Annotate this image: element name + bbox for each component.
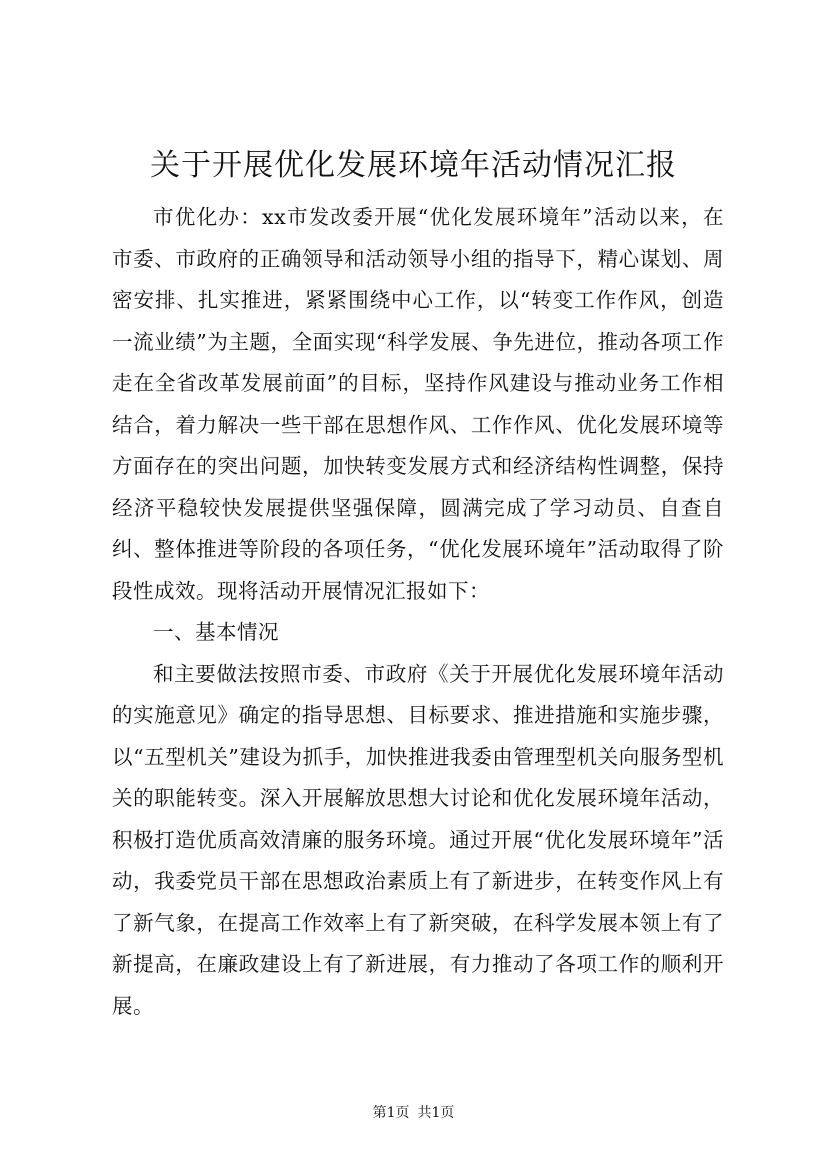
page-footer [0,1103,827,1123]
document-title: 关于开展优化发展环境年活动情况汇报 [150,148,677,183]
document-body [112,197,724,1027]
paragraph-main-practices: 和主要做法按照市委、市政府《关于开展优化发展环境年活动的实施意见》确定的指导思想、目标要求、推进措施和实施步骤，以“五型机关”建设为抓手，加快推进我委由管理型机关向服务型机关的职能转变。深入开展解放思想大讨论和优化发展环境年活动，积极打造优质高效清廉的服务环境。通过开展“优化发展环境年”活动，我委党员干部在思想政治素质上有了新进步，在转变作风上有了新气象，在提高工作效率上有了新突破，在科学发展本领上有了新提高，在廉政建设上有了新进展，有力推动了各项工作的顺利开展。 [112,661,724,1018]
paragraph-intro: 市优化办：xx市发改委开展“优化发展环境年”活动以来，在市委、市政府的正确领导和活动领导小组的指导下，精心谋划、周密安排、扎实推进，紧紧围绕中心工作，以“转变工作作风，创造一流业绩”为主题，全面实现“科学发展、争先进位，推动各项工作走在全省改革发展前面”的目标，坚持作风建设与推动业务工作相结合，着力解决一些干部在思想作风、工作作风、优化发展环境等方面存在的突出问题，加快转变发展方式和经济结构性调整，保持经济平稳较快发展提供坚强保障，圆满完成了学习动员、自查自纠、整体推进等阶段的各项任务，“优化发展环境年”活动取得了阶段性成效。现将活动开展情况汇报如下： [112,205,724,603]
page-number-current: 第1页 [372,1105,410,1121]
page-number-total: 共1页 [417,1105,455,1121]
section-heading-basic-situation: 一、基本情况 [153,620,279,644]
